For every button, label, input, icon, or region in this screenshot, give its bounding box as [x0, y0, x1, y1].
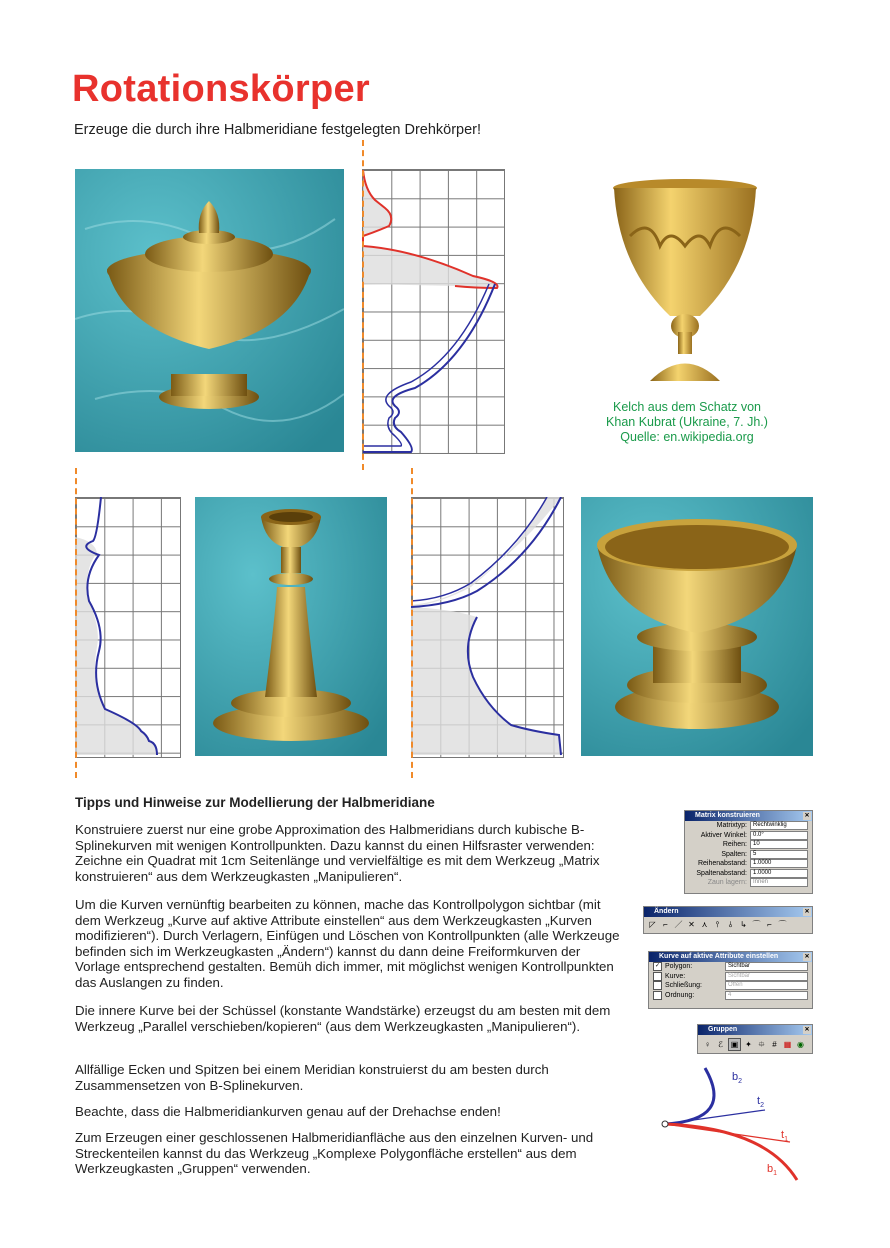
close-icon[interactable]: ✕ [804, 813, 810, 819]
matrix-dialog-title: Matrix konstruieren [695, 812, 760, 819]
ordnung-input[interactable]: 4 [725, 991, 808, 1000]
polygon-checkbox[interactable]: ✓ [654, 963, 661, 970]
delete-vertex-icon[interactable]: ⫰ [728, 920, 733, 929]
tips-paragraph-2: Um die Kurven vernünftig bearbeiten zu können, mache das Kontrollpolygon sichtbar (mit dem Werkzeug „Kurve auf aktive Attribute einstellen“ aus dem Werkzeugkasten „Kurven modifizieren“). Durch Verlagern, Einfügen und Löschen von Kontrollpunkten (alle Werkzeuge befinden sich im Werkzeugkasten „Ändern“) kannst du dann deine Freiformkurven der Vorlage entsprechend gestalten. Bemüh dich immer, mit möglichst wenigen Kontrollpunkten das Auslangen zu finden. [75, 897, 620, 990]
matrixtyp-label: Matrixtyp: [716, 822, 747, 830]
matrix-dialog-titlebar [685, 811, 812, 821]
spaltenabstand-input[interactable]: 1.0000 [750, 869, 808, 878]
label-t2: t [757, 1095, 761, 1107]
hatch-icon[interactable]: # [772, 1040, 777, 1049]
zaun-select[interactable]: Innen [750, 878, 808, 887]
page-subtitle: Erzeuge die durch ihre Halbmeridiane festgelegten Drehkörper! [74, 122, 482, 138]
label-b2: b [732, 1071, 739, 1083]
drop-element-icon[interactable]: ✦ [745, 1040, 752, 1049]
ordnung-checkbox[interactable] [653, 991, 662, 1000]
label-t1-sub: 1 [784, 1136, 788, 1143]
spalten-label: Spalten: [721, 850, 747, 858]
matrixtyp-select[interactable]: Rechtwinklig [750, 821, 808, 830]
tips-paragraph-5: Beachte, dass die Halbmeridiankurven genau auf der Drehachse enden! [75, 1104, 501, 1119]
polygon-select[interactable]: Sichtbar [725, 962, 808, 971]
caption-line-2: Khan Kubrat (Ukraine, 7. Jh.) [606, 415, 768, 429]
reihen-label: Reihen: [722, 841, 747, 849]
reihen-input[interactable]: 10 [750, 840, 808, 849]
tips-paragraph-1: Konstruiere zuerst nur eine grobe Approximation des Halbmeridians durch kubische B-Splinekurven mit wenigen Kontrollpunkten. Dazu kannst du einen Hilfsraster verwenden: Zeichne ein Quadrat mit 1cm Seitenlänge und vervielfältige es mit dem Werkzeug „Matrix konstruieren“ aus dem Werkzeugkasten „Manipulieren“. [75, 822, 600, 884]
candlestick-render [195, 497, 387, 756]
winkel-label: Aktiver Winkel: [700, 831, 747, 839]
schliessung-checkbox[interactable] [653, 981, 662, 990]
intersect-icon[interactable]: ⋏ [701, 920, 708, 929]
complex-chain-icon[interactable]: ℰ [718, 1040, 723, 1049]
rotation-axis [362, 140, 364, 470]
gruppen-toolbar-titlebar [698, 1025, 812, 1035]
label-b1-sub: 1 [773, 1170, 778, 1177]
schliessung-select[interactable]: Offen [725, 981, 808, 990]
label-b1: b [767, 1163, 774, 1175]
display-icon[interactable]: ◉ [797, 1040, 804, 1049]
tips-paragraph-4: Allfällige Ecken und Spitzen bei einem Meridian konstruierst du am besten durch Zusammensetzen von B-Splinekurven. [75, 1062, 549, 1093]
reihenabstand-input[interactable]: 1.0000 [750, 859, 808, 868]
label-t2-sub: 2 [760, 1102, 764, 1109]
insert-vertex-icon[interactable]: ⫯ [715, 920, 720, 929]
curve-attributes-dialog [648, 951, 813, 1009]
aendern-toolbar-title: Ändern [654, 908, 679, 915]
partial-delete-icon[interactable]: ⌐ [663, 920, 668, 929]
zaun-label: Zaun lagern: [707, 879, 747, 887]
schliessung-label: Schließung: [665, 982, 702, 990]
spaltenabstand-label: Spaltenabstand: [696, 869, 747, 877]
candlestick-meridian-curve [75, 497, 185, 759]
ordnung-label: Ordnung: [665, 991, 695, 999]
fillet-icon[interactable]: ↳ [740, 920, 747, 929]
extend-line-icon[interactable]: ／ [674, 920, 683, 929]
bowl-with-lid-render [75, 169, 344, 452]
pattern-icon[interactable]: ▦ [783, 1040, 792, 1049]
caption-line-1: Kelch aus dem Schatz von [613, 400, 761, 414]
svg-text:b1 [767, 1163, 777, 1177]
tips-paragraph-6: Zum Erzeugen einer geschlossenen Halbmeridianfläche aus den einzelnen Kurven- und Streckenteilen kannst du das Werkzeug „Komplexe Polygonfläche erstellen“ aus dem Werkzeugkasten „Gruppen“ verwenden. [75, 1130, 594, 1177]
label-b2-sub: 2 [738, 1078, 743, 1085]
tangent-diagram [655, 1062, 805, 1186]
arc-icon[interactable]: ⌒ [778, 920, 787, 929]
chalice-caption [592, 400, 782, 445]
curve-dialog-title: Kurve auf aktive Attribute einstellen [659, 953, 779, 960]
polygon-label: Polygon: [665, 963, 693, 971]
create-region-icon[interactable]: ♀ [704, 1040, 711, 1049]
modify-element-icon[interactable]: ◸ [649, 920, 656, 929]
close-icon[interactable]: ✕ [804, 1027, 810, 1033]
gruppen-toolbar [697, 1024, 813, 1054]
corner-icon[interactable]: ⌐ [767, 920, 772, 929]
tips-paragraph-3: Die innere Kurve bei der Schüssel (konstante Wandstärke) erzeugst du am besten mit dem Werkzeug „Parallel verschieben/kopieren“ (aus dem Werkzeugkasten „Manipulieren“). [75, 1003, 611, 1034]
curve-dialog-titlebar [649, 952, 812, 962]
matrix-dialog [684, 810, 813, 894]
kurve-select[interactable]: Sichtbar [725, 972, 808, 981]
group-hole-icon[interactable]: ⯐ [758, 1040, 765, 1049]
chamfer-icon[interactable]: ⌒ [752, 920, 761, 929]
winkel-input[interactable]: 0.0° [750, 831, 808, 840]
aendern-toolbar [643, 906, 813, 934]
svg-text:t1 [781, 1129, 788, 1143]
page-title: Rotationskörper [72, 68, 370, 110]
aendern-toolbar-titlebar [644, 907, 812, 917]
chalice-photo [600, 176, 770, 386]
bowl-meridian-curves [355, 160, 515, 460]
close-icon[interactable]: ✕ [804, 909, 810, 915]
reihenabstand-label: Reihenabstand: [697, 860, 747, 868]
gruppen-toolbar-title: Gruppen [708, 1026, 738, 1033]
svg-text:t2 [757, 1095, 764, 1109]
close-icon[interactable]: ✕ [804, 954, 810, 960]
rotation-axis [411, 468, 413, 778]
large-bowl-render [581, 497, 813, 756]
rotation-axis [75, 468, 77, 778]
svg-text:b2 [732, 1071, 742, 1085]
caption-line-3: Quelle: en.wikipedia.org [620, 430, 754, 444]
trim-icon[interactable]: ✕ [688, 920, 695, 929]
complex-polygon-icon[interactable]: ▣ [728, 1038, 741, 1051]
label-t1: t [781, 1129, 785, 1141]
kurve-label: Kurve: [665, 972, 686, 980]
tips-heading: Tipps und Hinweise zur Modellierung der Halbmeridiane [75, 795, 435, 810]
kurve-checkbox[interactable] [653, 972, 662, 981]
spalten-input[interactable]: 5 [750, 850, 808, 859]
large-bowl-meridian-curves [411, 497, 567, 759]
